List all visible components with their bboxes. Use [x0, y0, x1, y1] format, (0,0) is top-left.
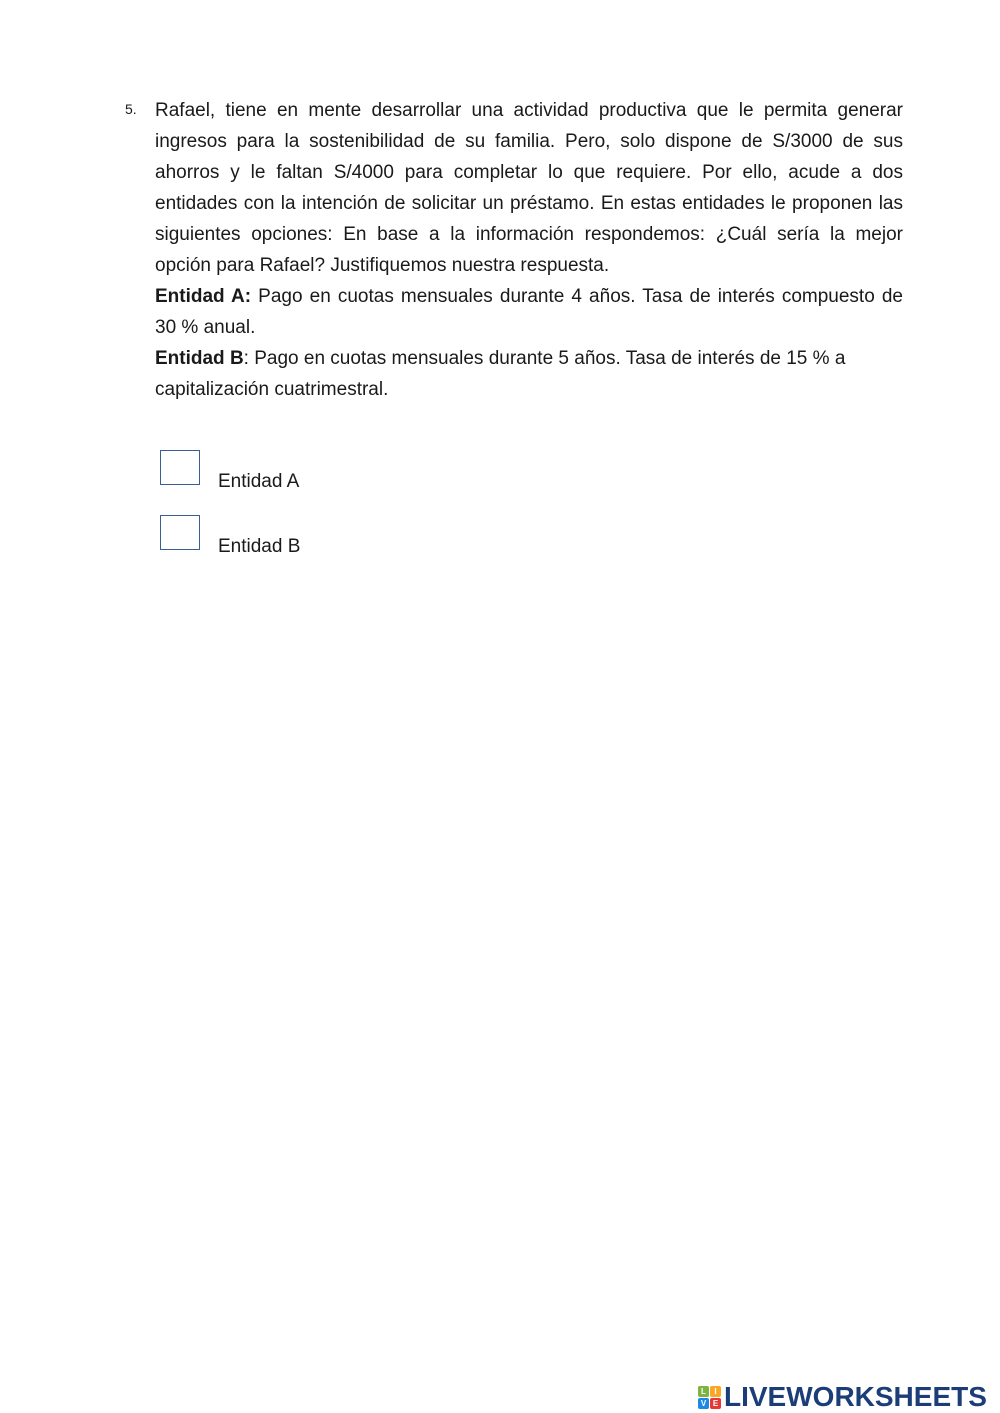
logo-tile: V	[698, 1398, 709, 1409]
logo-tile: E	[710, 1398, 721, 1409]
question-number: 5.	[125, 101, 137, 117]
entity-b-label: Entidad B	[155, 348, 244, 369]
entity-b-description	[155, 343, 903, 405]
liveworksheets-logo	[698, 1381, 987, 1413]
option-entidad-b[interactable]	[160, 515, 301, 557]
logo-tile: L	[698, 1386, 709, 1397]
question-paragraph: Rafael, tiene en mente desarrollar una actividad productiva que le permita generar ingresos para la sostenibilidad de su familia. Pero, solo dispone de S/3000 de sus ahorros y le faltan S/4000 para completar lo que requiere. Por ello, acude a dos entidades con la intención de solicitar un préstamo. En estas entidades le proponen las siguientes opciones: En base a la información respondemos: ¿Cuál sería la mejor opción para Rafael? Justifiquemos nuestra respuesta.	[155, 100, 903, 276]
entity-a-label: Entidad A:	[155, 286, 252, 307]
entity-a-text: Pago en cuotas mensuales durante 4 años. Tasa de interés compuesto de 30 % anual.	[155, 286, 903, 338]
entity-b-text: : Pago en cuotas mensuales durante 5 años. Tasa de interés de 15 % a capitalización cuatrimestral.	[155, 348, 846, 400]
checkbox-entidad-b[interactable]	[160, 515, 200, 550]
option-label: Entidad A	[218, 471, 300, 492]
option-entidad-a[interactable]	[160, 450, 300, 492]
question-text	[155, 95, 903, 405]
logo-tile: I	[710, 1386, 721, 1397]
entity-a-description	[155, 281, 903, 343]
logo-text: LIVEWORKSHEETS	[724, 1381, 987, 1412]
checkbox-entidad-a[interactable]	[160, 450, 200, 485]
option-label: Entidad B	[218, 536, 301, 557]
logo-tiles-icon	[698, 1386, 721, 1409]
